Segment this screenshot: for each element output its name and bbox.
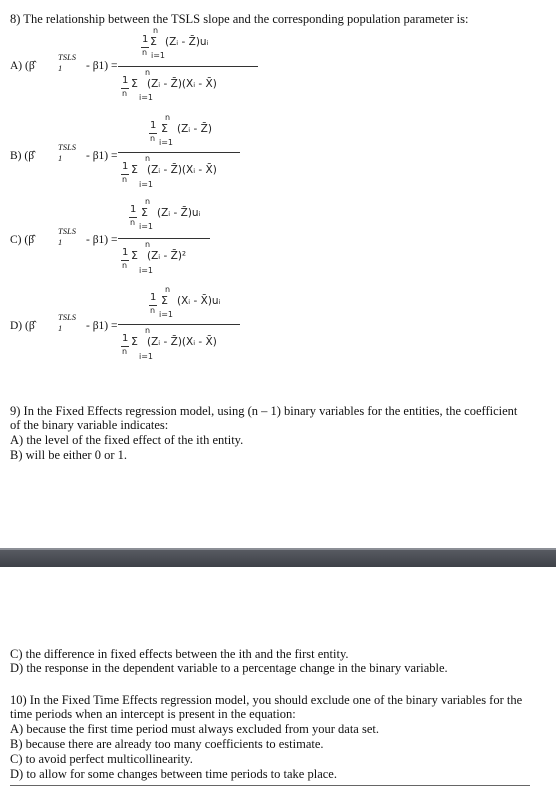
option-tail: - β1) = [86,234,118,246]
frac-n: n [150,306,156,315]
sigma-icon: Σ [150,35,157,48]
q9-stem: 9) In the Fixed Effects regression model, using (n – 1) binary variables for the entities, the coefficient of the binary variable indicates: [10,404,518,432]
frac-n: n [122,261,128,270]
sigma-icon: Σ [131,335,138,348]
frac-one: 1 [150,292,157,303]
sigma-icon: Σ [161,294,168,307]
numerator: (Zᵢ - Z̄) [177,123,212,135]
option-label: D) (β̂ [10,320,35,332]
frac-one: 1 [122,247,129,258]
denominator: (Zᵢ - Z̄)² [147,250,187,262]
frac-one: 1 [122,161,129,172]
denominator: (Zᵢ - Z̄)(Xᵢ - X̄) [147,78,217,90]
sigma-icon: Σ [161,122,168,135]
frac-n: n [130,218,136,227]
option-tail: - β1) = [86,320,118,332]
sum-lower: i=1 [139,266,154,275]
frac-n: n [142,48,148,57]
sum-lower: i=1 [139,180,154,189]
q9-option-a: A) the level of the fixed effect of the ith entity. [10,433,244,447]
sigma-icon: Σ [131,77,138,90]
q9-option-d: D) the response in the dependent variable to a percentage change in the binary variable. [10,661,448,675]
fraction-bar [118,324,240,325]
frac-one: 1 [122,75,129,86]
sum-lower: i=1 [139,352,154,361]
frac-n: n [122,175,128,184]
option-label: C) (β̂ [10,234,35,246]
frac-n: n [122,89,128,98]
frac-n: n [122,347,128,356]
option-sub: 1 [58,153,63,163]
q10-option-d: D) to allow for some changes between time periods to take place. [10,767,337,781]
sigma-icon: Σ [131,249,138,262]
denominator: (Zᵢ - Z̄)(Xᵢ - X̄) [147,336,217,348]
sum-upper: n [145,68,151,77]
fraction-bar [118,238,210,239]
sigma-icon: Σ [131,163,138,176]
q9-option-c: C) the difference in fixed effects between the ith and the first entity. [10,647,349,661]
fraction-bar [118,66,258,67]
frac-one: 1 [142,34,149,45]
frac-n: n [150,134,156,143]
frac-one: 1 [150,120,157,131]
sigma-icon: Σ [141,206,148,219]
sum-lower: i=1 [151,51,166,60]
numerator: (Zᵢ - Z̄)uᵢ [157,207,201,219]
option-tail: - β1) = [86,60,118,72]
q10-option-a: A) because the first time period must always excluded from your data set. [10,722,379,736]
sum-lower: i=1 [159,138,174,147]
q10-option-b: B) because there are already too many coefficients to estimate. [10,737,324,751]
q10-option-c: C) to avoid perfect multicollinearity. [10,752,193,766]
page-break-band [0,548,556,567]
sum-lower: i=1 [159,310,174,319]
frac-one: 1 [122,333,129,344]
option-sup: TSLS [58,52,76,62]
option-sub: 1 [58,237,63,247]
numerator: (Xᵢ - X̄)uᵢ [177,295,221,307]
numerator: (Zᵢ - Z̄)uᵢ [165,36,209,48]
sum-upper: n [165,285,171,294]
option-sup: TSLS [58,142,76,152]
option-sup: TSLS [58,226,76,236]
sum-upper: n [165,113,171,122]
sum-upper: n [145,154,151,163]
sum-lower: i=1 [139,93,154,102]
option-sub: 1 [58,63,63,73]
sum-lower: i=1 [139,222,154,231]
option-label: B) (β̂ [10,150,35,162]
frac-one: 1 [130,204,137,215]
sum-upper: n [145,326,151,335]
bottom-divider [10,785,530,786]
q8-stem: 8) The relationship between the TSLS slope and the corresponding population parameter is: [10,12,469,26]
denominator: (Zᵢ - Z̄)(Xᵢ - X̄) [147,164,217,176]
sum-upper: n [145,197,151,206]
q10-stem: 10) In the Fixed Time Effects regression model, you should exclude one of the binary variables for the time periods when an intercept is present in the equation: [10,693,523,721]
fraction-bar [118,152,240,153]
q9-option-b: B) will be either 0 or 1. [10,448,127,462]
option-sub: 1 [58,323,63,333]
option-sup: TSLS [58,312,76,322]
sum-upper: n [153,26,159,35]
sum-upper: n [145,240,151,249]
option-label: A) (β̂ [10,60,35,72]
option-tail: - β1) = [86,150,118,162]
